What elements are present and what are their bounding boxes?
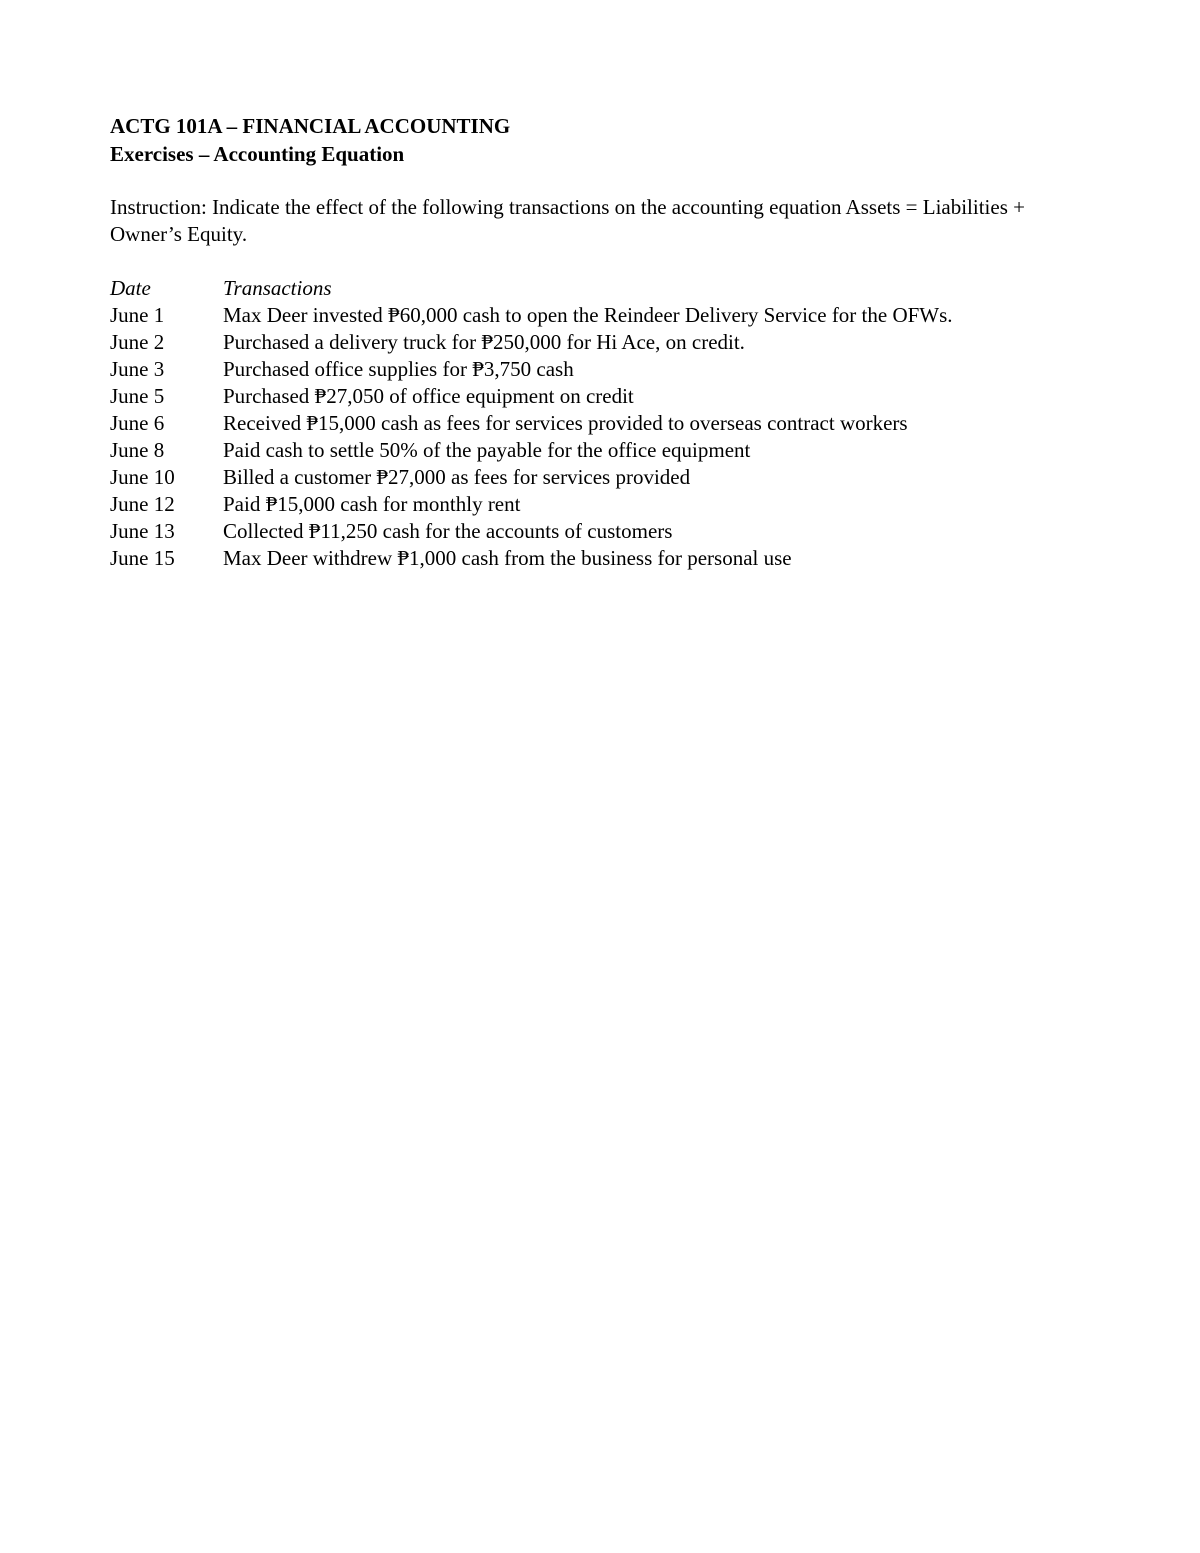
table-row: [110, 410, 1070, 437]
row-transaction: Paid ₱15,000 cash for monthly rent: [223, 492, 521, 516]
row-date: June 8: [110, 438, 165, 462]
table-header-row: [110, 275, 1070, 302]
transactions-column-header: Transactions: [223, 276, 332, 300]
row-transaction: Purchased a delivery truck for ₱250,000 for Hi Ace, on credit.: [223, 330, 745, 354]
transactions-table: [110, 275, 1070, 572]
row-date: June 1: [110, 303, 165, 327]
row-transaction: Billed a customer ₱27,000 as fees for services provided: [223, 465, 691, 489]
document-subtitle: Exercises – Accounting Equation: [110, 142, 405, 166]
table-row: [110, 518, 1070, 545]
row-date: June 10: [110, 465, 175, 489]
date-column-header: Date: [110, 276, 151, 300]
row-date: June 13: [110, 519, 175, 543]
row-date: June 6: [110, 411, 165, 435]
table-row: [110, 329, 1070, 356]
row-date: June 2: [110, 330, 165, 354]
row-date: June 5: [110, 384, 165, 408]
row-transaction: Max Deer withdrew ₱1,000 cash from the business for personal use: [223, 546, 792, 570]
table-row: [110, 491, 1070, 518]
table-row: [110, 437, 1070, 464]
row-date: June 3: [110, 357, 165, 381]
document-page: [110, 112, 1070, 572]
row-transaction: Paid cash to settle 50% of the payable for the office equipment: [223, 438, 751, 462]
document-title: ACTG 101A – FINANCIAL ACCOUNTING: [110, 114, 511, 138]
table-row: [110, 464, 1070, 491]
table-row: [110, 545, 1070, 572]
row-transaction: Max Deer invested ₱60,000 cash to open the Reindeer Delivery Service for the OFWs.: [223, 303, 953, 327]
table-row: [110, 356, 1070, 383]
row-date: June 12: [110, 492, 175, 516]
table-row: [110, 302, 1070, 329]
table-row: [110, 383, 1070, 410]
instruction-text: Instruction: Indicate the effect of the following transactions on the accounting equation Assets = Liabilities + Owner’s Equity.: [110, 195, 1025, 246]
row-transaction: Collected ₱11,250 cash for the accounts of customers: [223, 519, 673, 543]
row-date: June 15: [110, 546, 175, 570]
row-transaction: Purchased ₱27,050 of office equipment on credit: [223, 384, 634, 408]
row-transaction: Purchased office supplies for ₱3,750 cash: [223, 357, 574, 381]
row-transaction: Received ₱15,000 cash as fees for services provided to overseas contract workers: [223, 411, 908, 435]
